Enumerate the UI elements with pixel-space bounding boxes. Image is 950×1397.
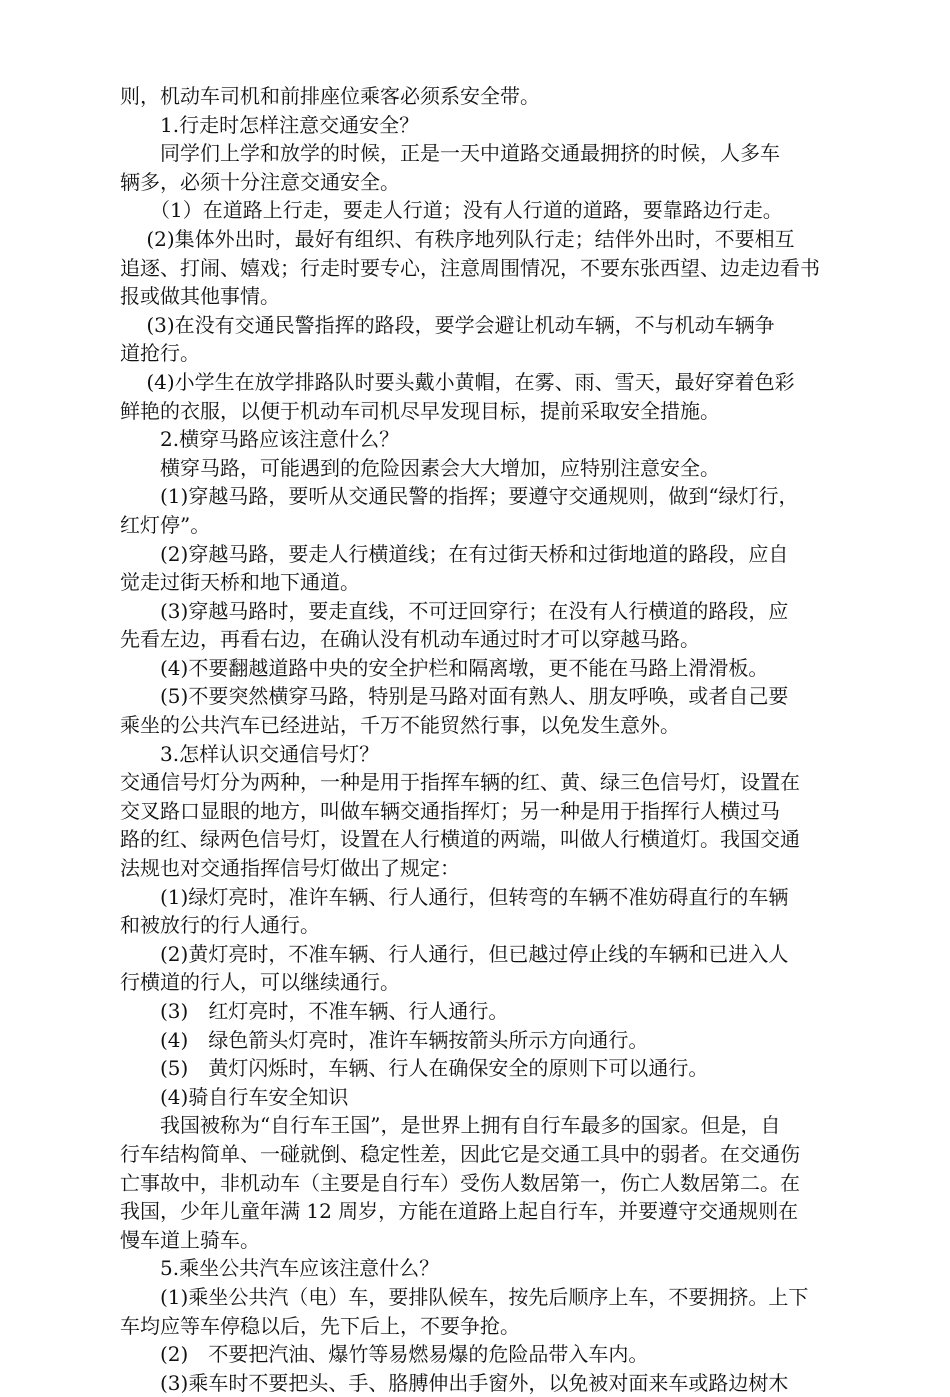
text-line: 红灯停”。 [120, 512, 211, 537]
section-heading: 3.怎样认识交通信号灯？ [120, 741, 380, 766]
text-line: （1）在道路上行走，要走人行道；没有人行道的道路，要靠路边行走。 [120, 198, 783, 223]
text-line: 交叉路口显眼的地方，叫做车辆交通指挥灯；另一种是用于指挥行人横过马 [120, 798, 780, 823]
section-heading: 5.乘坐公共汽车应该注意什么？ [120, 1256, 440, 1281]
text-line: 则，机动车司机和前排座位乘客必须系安全带。 [120, 84, 540, 108]
text-line: (2) 不要把汽油、爆竹等易燃易爆的危险品带入车内。 [120, 1342, 649, 1367]
text-line: 我国，少年儿童年满 12 周岁，方能在道路上起自行车，并要遵守交通规则在 [120, 1199, 799, 1224]
text-line: (1)绿灯亮时，准许车辆、行人通行，但转弯的车辆不准妨碍直行的车辆 [120, 884, 789, 909]
text-line: 辆多，必须十分注意交通安全。 [120, 169, 400, 194]
text-line: (1)乘坐公共汽（电）车，要排队候车，按先后顺序上车，不要拥挤。上下 [120, 1284, 809, 1309]
text-line: 交通信号灯分为两种，一种是用于指挥车辆的红、黄、绿三色信号灯，设置在 [120, 770, 800, 795]
text-line: (4)小学生在放学排路队时要头戴小黄帽，在雾、雨、雪天，最好穿着色彩 [120, 369, 795, 394]
section-heading: (4)骑自行车安全知识 [120, 1084, 349, 1109]
text-line: 行车结构简单、一碰就倒、稳定性差，因此它是交通工具中的弱者。在交通伤 [120, 1141, 800, 1166]
text-line: (2)穿越马路，要走人行横道线；在有过街天桥和过街地道的路段，应自 [120, 541, 789, 566]
text-line: (3)在没有交通民警指挥的路段，要学会避让机动车辆，不与机动车辆争 [120, 312, 775, 337]
section-heading: 2.横穿马路应该注意什么？ [120, 427, 400, 452]
text-line: (5)不要突然横穿马路，特别是马路对面有熟人、朋友呼唤，或者自己要 [120, 684, 789, 709]
text-line: (2)集体外出时，最好有组织、有秩序地列队行走；结伴外出时，不要相互 [120, 226, 795, 251]
text-line: 亡事故中，非机动车（主要是自行车）受伤人数居第一，伤亡人数居第二。在 [120, 1170, 800, 1195]
text-line: 法规也对交通指挥信号灯做出了规定： [120, 856, 460, 881]
text-line: 路的红、绿两色信号灯，设置在人行横道的两端，叫做人行横道灯。我国交通 [120, 827, 800, 852]
text-line: (4) 绿色箭头灯亮时，准许车辆按箭头所示方向通行。 [120, 1027, 649, 1052]
text-line: (4)不要翻越道路中央的安全护栏和隔离墩，更不能在马路上滑滑板。 [120, 655, 769, 680]
text-line: (3)乘车时不要把头、手、胳膊伸出手窗外，以免被对面来车或路边树木 [120, 1370, 789, 1395]
text-line: 鲜艳的衣服，以便于机动车司机尽早发现目标，提前采取安全措施。 [120, 398, 720, 423]
section-heading: 1.行走时怎样注意交通安全？ [120, 112, 420, 137]
document-body [120, 82, 860, 1397]
text-line: (5) 黄灯闪烁时，车辆、行人在确保安全的原则下可以通行。 [120, 1056, 709, 1081]
text-line: 和被放行的行人通行。 [120, 913, 320, 938]
text-line: 追逐、打闹、嬉戏；行走时要专心，注意周围情况，不要东张西望、边走边看书 [120, 255, 820, 280]
text-line: (2)黄灯亮时，不准车辆、行人通行，但已越过停止线的车辆和已进入人 [120, 941, 789, 966]
text-line: (1)穿越马路，要听从交通民警的指挥；要遵守交通规则，做到“绿灯行， [120, 484, 799, 509]
text-line: (3)穿越马路时，要走直线，不可迂回穿行；在没有人行横道的路段，应 [120, 598, 789, 623]
text-line: 乘坐的公共汽车已经进站，千万不能贸然行事，以免发生意外。 [120, 713, 680, 738]
text-line: 先看左边，再看右边，在确认没有机动车通过时才可以穿越马路。 [120, 627, 700, 652]
text-line: 报或做其他事情。 [120, 284, 280, 309]
text-line: 慢车道上骑车。 [120, 1227, 260, 1252]
text-line: 横穿马路，可能遇到的危险因素会大大增加，应特别注意安全。 [120, 455, 720, 480]
text-line: 道抢行。 [120, 341, 200, 366]
text-line: 我国被称为“自行车王国”，是世界上拥有自行车最多的国家。但是，自 [120, 1113, 781, 1138]
text-line: 觉走过街天桥和地下通道。 [120, 570, 360, 595]
text-line: 行横道的行人，可以继续通行。 [120, 970, 400, 995]
text-line: 同学们上学和放学的时候，正是一天中道路交通最拥挤的时候，人多车 [120, 141, 780, 166]
text-line: (3) 红灯亮时，不准车辆、行人通行。 [120, 999, 509, 1023]
text-line: 车均应等车停稳以后，先下后上，不要争抢。 [120, 1313, 520, 1338]
